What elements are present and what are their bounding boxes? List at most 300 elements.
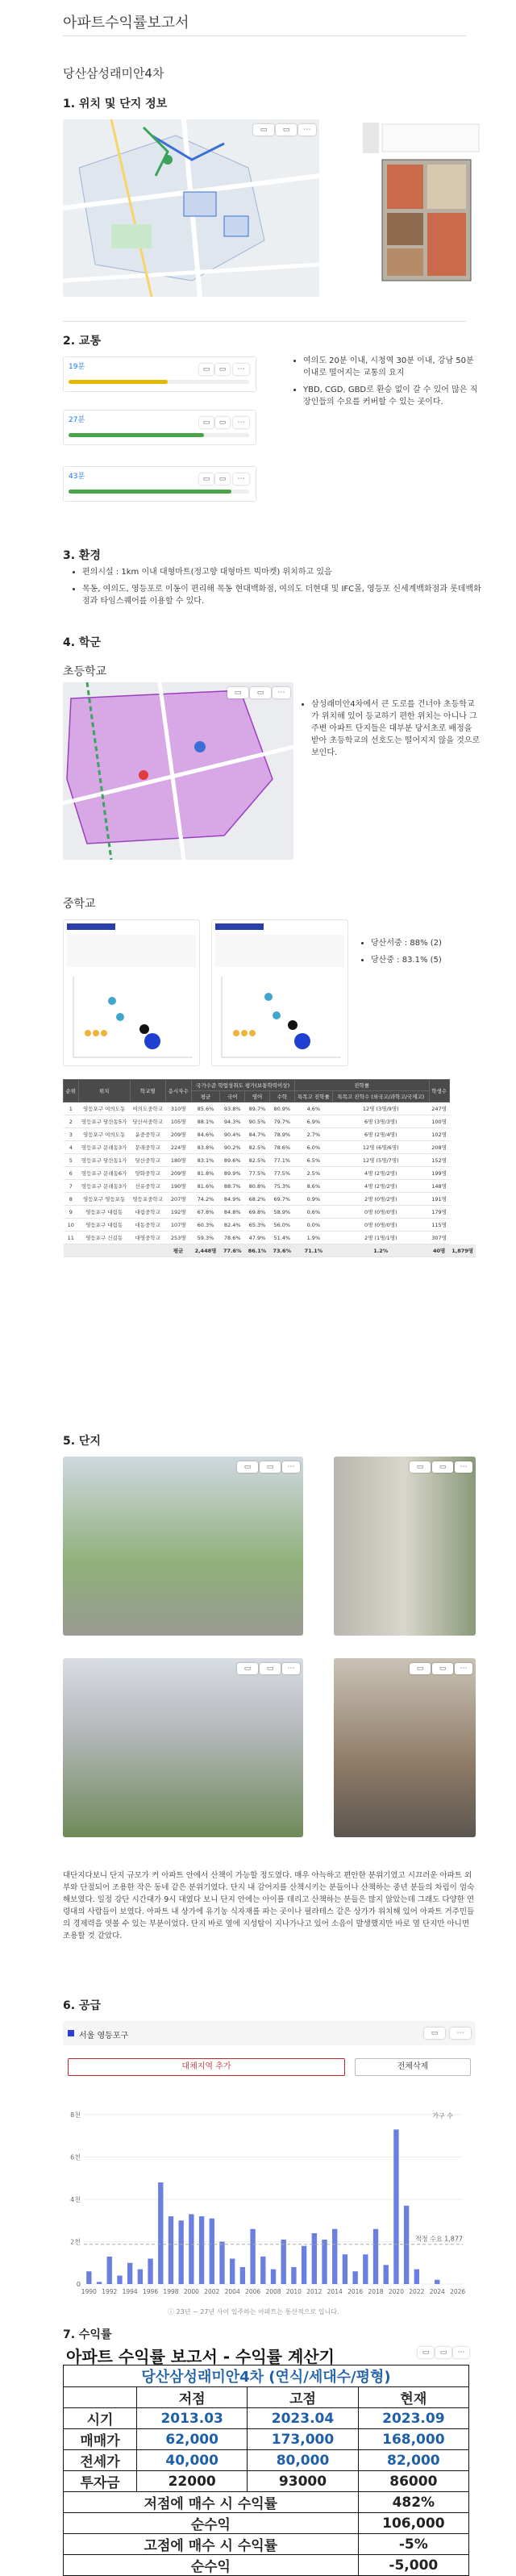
table-cell: 양화중학교 [130,1167,165,1180]
more-icon[interactable]: ⋯ [233,417,249,428]
supply-bar [127,2263,132,2284]
complex-photo-1[interactable] [63,1457,303,1636]
table-cell: 6.5% [294,1154,332,1167]
floorplan-image[interactable] [358,119,484,289]
supply-bar [414,2270,419,2284]
traffic-bar-track [69,490,249,494]
table-cell: 82.5% [245,1141,270,1154]
table-row [64,1180,476,1193]
x-tick-label: 2020 [388,2288,404,2295]
x-tick-label: 2000 [183,2288,199,2295]
table-cell: 69.7% [269,1193,294,1206]
table-cell: 80.8% [245,1180,270,1193]
table-cell: 여의도중학교 [130,1103,165,1115]
table-total-row [64,1244,476,1257]
roi-col-header: 고점 [248,2387,358,2408]
roi-summary-value: 106,000 [358,2513,468,2534]
roi-table [63,2365,469,2576]
roi-subtitle: 당산삼성래미안4차 (연식/세대수/평형) [64,2366,469,2387]
table-cell: 190명 [165,1180,191,1193]
x-tick-label: 2004 [224,2288,240,2295]
environment-notes [69,566,482,612]
middle-bullet: • 당산중 : 83.1% (5) [371,954,484,966]
table-cell: 6.9% [294,1115,332,1128]
roi-cell: 2013.03 [137,2408,248,2429]
roi-cell: 173,000 [248,2429,358,2450]
table-cell: 191명 [429,1193,449,1206]
table-cell: 77.5% [245,1167,270,1180]
col-header: 학생수 [429,1080,449,1103]
table-cell: 224명 [165,1141,191,1154]
photo-button[interactable]: ▭ [410,1663,431,1674]
table-cell: 4.6% [294,1103,332,1115]
supply-bar [281,2240,286,2284]
photo-button[interactable]: ▭ [237,1461,258,1473]
map-share-button[interactable]: ▭ [276,124,297,135]
supply-bar [352,2271,357,2284]
table-cell: 12명 (6명/6명) [333,1141,429,1154]
roi-summary-label: 저점에 매수 시 수익률 [64,2492,359,2513]
table-cell: 선유중학교 [130,1180,165,1193]
table-cell: 영등포구 당산동5가 [78,1115,130,1128]
table-cell: 93.8% [220,1103,245,1115]
section-complex-heading: 5. 단지 [63,1435,101,1448]
complex-photo-3[interactable] [63,1658,303,1837]
table-cell: 84.7% [245,1128,270,1141]
supply-bar [86,2271,91,2284]
card-button[interactable]: ▭ [215,473,230,485]
photo-more-icon[interactable]: ⋯ [282,1663,300,1674]
map-toolbar-button[interactable]: ▭ [253,124,274,135]
school-map-graphic [63,682,293,860]
supply-bar [189,2214,194,2284]
x-tick-label: 2026 [450,2288,466,2295]
elementary-map[interactable] [63,682,293,860]
table-cell: 56.0% [269,1219,294,1232]
table-cell: 8.6% [294,1180,332,1193]
total-cell: 1.2% [333,1244,429,1257]
x-tick-label: 2018 [368,2288,384,2295]
table-cell: 당산서중학교 [130,1115,165,1128]
table-cell: 89.7% [245,1103,270,1115]
section-school-heading: 4. 학군 [63,636,101,649]
table-cell: 0명 (0명/0명) [333,1219,429,1232]
table-cell: 6명 (2명/4명) [333,1128,429,1141]
supply-bar [138,2270,143,2284]
table-cell: 영등포구 문래동6가 [78,1167,130,1180]
section-supply-heading: 6. 공급 [63,1999,101,2012]
total-cell: 40명 [429,1244,449,1257]
y-tick-label: 0 [76,2281,81,2288]
supply-bar [158,2182,163,2284]
x-tick-label: 1998 [163,2288,179,2295]
table-cell: 9 [64,1206,79,1219]
supply-bar [322,2240,327,2284]
traffic-bullet: • YBD, CGD, GBD로 환승 없이 갈 수 있어 많은 직장인들의 수요를 커버할 수 있는 곳이다. [303,384,484,408]
traffic-bar-fill [69,490,231,494]
col-header: 응시자수 [165,1080,191,1103]
table-row [64,1232,476,1244]
table-cell: 79.7% [269,1115,294,1128]
table-cell: 83.1% [191,1154,220,1167]
add-region-button[interactable]: 대체지역 추가 [68,2058,345,2076]
delete-all-button[interactable]: 전체삭제 [355,2058,471,2076]
table-cell: 67.8% [191,1206,220,1219]
table-cell: 2.7% [294,1128,332,1141]
complex-photo-4[interactable] [334,1658,476,1837]
supply-bar [271,2270,276,2284]
photo-more-icon[interactable]: ⋯ [455,1461,472,1473]
threshold-label: 적정 수요 1,877 [415,2235,463,2243]
x-tick-label: 1996 [143,2288,159,2295]
table-cell: 영등포구 문래동3가 [78,1180,130,1193]
table-cell: 1.9% [294,1232,332,1244]
table-cell: 0.0% [294,1219,332,1232]
table-row [64,1154,476,1167]
roi-col-header: 현재 [358,2387,468,2408]
total-cell: 77.6% [220,1244,245,1257]
table-cell: 90.5% [245,1115,270,1128]
card-button[interactable]: ▭ [215,364,230,375]
total-cell: 71.1% [294,1244,332,1257]
table-cell: 3 [64,1128,79,1141]
photo-more-icon[interactable]: ⋯ [282,1461,300,1473]
supply-bar [332,2229,337,2284]
table-cell: 65.3% [245,1219,270,1232]
traffic-bar-fill [69,433,204,437]
middle-school-card-1[interactable] [63,919,200,1066]
table-cell: 90.4% [220,1128,245,1141]
x-tick-label: 2008 [265,2288,281,2295]
traffic-card-3[interactable] [63,466,256,502]
environment-bullet: • 편의시설 : 1km 이내 대형마트(정고향 대형마트 빅마켓) 위치하고 있음 [82,566,482,578]
photo-button[interactable]: ▭ [237,1663,258,1674]
roi-button[interactable]: ▭ [435,2347,452,2358]
group-header: 국가수준 학업성취도 평가(보통학력이상) [191,1080,294,1091]
table-cell: 84.9% [220,1193,245,1206]
roi-banner-title: 아파트 수익률 보고서 - 수익률 계산기 [66,2347,335,2366]
y-tick-label: 8천 [70,2111,81,2119]
table-cell: 84.6% [191,1128,220,1141]
table-cell: 2명 (0명/2명) [333,1193,429,1206]
roi-row-label: 매매가 [64,2429,137,2450]
photo-button[interactable]: ▭ [432,1663,453,1674]
roi-more-icon[interactable]: ⋯ [453,2347,469,2358]
map-graphic [63,119,319,297]
col-header: 국어 [220,1091,245,1103]
col-header: 수학 [269,1091,294,1103]
section-environment-heading: 3. 환경 [63,549,101,562]
supply-bar [384,2265,389,2284]
table-cell: 2.5% [294,1167,332,1180]
environment-bullet: • 목동, 여의도, 영등포로 이동이 편리해 목동 현대백화점, 여의도 더현대 및 IFC몰, 영등포 신세계백화점과 롯데백화점과 타임스퀘어를 이용할 수 있다. [82,583,482,607]
supply-bar [199,2216,204,2284]
photo-button[interactable]: ▭ [432,1461,453,1473]
region-more-icon[interactable]: ⋯ [450,2028,471,2039]
table-cell: 78.6% [220,1232,245,1244]
roi-row-label: 전세가 [64,2450,137,2471]
table-cell: 199명 [429,1167,449,1180]
table-cell: 대영중학교 [130,1232,165,1244]
roi-cell: 80,000 [248,2450,358,2471]
region-toggle-button[interactable]: ▭ [424,2028,445,2039]
supply-bar [435,2280,439,2284]
map-more-icon[interactable]: ⋯ [273,687,290,698]
traffic-bar-fill [69,380,168,384]
col-header: 순위 [64,1080,79,1103]
middle-school-chart-graphic [64,920,199,1065]
middle-bullet: • 당산서중 : 88% (2) [371,937,484,949]
table-cell: 4명 (2명/2명) [333,1180,429,1193]
table-cell: 0.6% [294,1206,332,1219]
map-more-icon[interactable]: ⋯ [298,124,316,135]
table-cell: 51.4% [269,1232,294,1244]
table-cell: 문래중학교 [130,1141,165,1154]
table-cell: 영등포구 문래동3가 [78,1141,130,1154]
elementary-bullet: • 삼성래미안4차에서 큰 도로를 건너야 초등학교가 위치해 있어 등교하기 편한 위치는 아니나 그 주변 아파트 단지들은 대부분 당서초로 배정을 받아 초등학교의 선호도는 떨어지지 않을 것으로 보인다. [311,698,482,759]
roi-button[interactable]: ▭ [418,2347,434,2358]
photo-button[interactable]: ▭ [410,1461,431,1473]
traffic-card-1[interactable] [63,356,256,392]
y-tick-label: 4천 [70,2196,81,2203]
table-cell: 247명 [429,1103,449,1115]
traffic-time: 43분 [69,473,85,481]
photo-button[interactable]: ▭ [260,1663,281,1674]
supply-bar [260,2257,265,2284]
roi-banner [63,2342,469,2366]
x-tick-label: 2014 [327,2288,343,2295]
map-toolbar-button[interactable]: ▭ [227,687,248,698]
x-tick-label: 2024 [429,2288,445,2295]
photo-button[interactable]: ▭ [260,1461,281,1473]
table-cell: 영등포구 대림동 [78,1219,130,1232]
table-cell: 6.0% [294,1141,332,1154]
x-tick-label: 1992 [102,2288,118,2295]
section-location-heading: 1. 위치 및 단지 정보 [63,98,168,110]
traffic-time: 19분 [69,363,85,371]
more-icon[interactable]: ⋯ [233,364,249,375]
table-cell: 2 [64,1115,79,1128]
supply-bar [230,2259,235,2285]
middle-school-card-2[interactable] [211,919,348,1066]
x-tick-label: 2006 [245,2288,261,2295]
table-cell: 253명 [165,1232,191,1244]
supply-bar [393,2129,398,2284]
supply-bar [97,2282,102,2284]
table-cell: 78.9% [269,1128,294,1141]
school-table-body [64,1103,476,1244]
x-tick-label: 2002 [204,2288,220,2295]
roi-summary-value: -5% [358,2534,468,2555]
table-cell: 89.6% [220,1154,245,1167]
table-cell: 209명 [165,1167,191,1180]
roi-summary-label: 순수익 [64,2513,359,2534]
roi-cell: 2023.04 [248,2408,358,2429]
table-cell: 82.5% [245,1154,270,1167]
table-cell: 영등포구 여의도동 [78,1128,130,1141]
x-tick-label: 2022 [409,2288,425,2295]
table-cell: 207명 [165,1193,191,1206]
table-cell: 80.9% [269,1103,294,1115]
table-cell: 4 [64,1141,79,1154]
roi-cell: 22000 [137,2471,248,2492]
table-cell: 82.4% [220,1219,245,1232]
table-cell: 208명 [429,1141,449,1154]
table-cell: 58.9% [269,1206,294,1219]
table-cell: 102명 [429,1128,449,1141]
col-header: 특목고 진학수 (외국고/과학고/국제고) [333,1091,429,1103]
col-header: 평균 [191,1091,220,1103]
table-cell: 77.5% [269,1167,294,1180]
supply-bar [250,2229,255,2284]
roi-cell: 93000 [248,2471,358,2492]
elementary-notes [298,698,482,764]
table-cell: 47.9% [245,1232,270,1244]
traffic-bullet: • 여의도 20분 이내, 시청역 30분 이내, 강남 50분 이내로 떨어지는 교통의 요지 [303,355,484,379]
table-cell: 대림중학교 [130,1206,165,1219]
supply-bar [302,2246,306,2284]
supply-bar [148,2259,152,2285]
section-traffic-heading: 2. 교통 [63,335,101,348]
table-cell: 88.7% [220,1180,245,1193]
middle-notes [358,937,484,971]
school-table [63,1079,476,1257]
table-cell: 192명 [165,1206,191,1219]
table-cell: 60.3% [191,1219,220,1232]
total-cell: 1,879명 [449,1244,476,1257]
supply-bar [291,2267,296,2284]
roi-cell: 40,000 [137,2450,248,2471]
table-row [64,1115,476,1128]
chart-legend: 가구 수 [432,2112,453,2120]
traffic-notes [290,355,484,413]
x-tick-label: 1994 [122,2288,138,2295]
table-cell: 영등포중학교 [130,1193,165,1206]
school-table-wrap [63,1079,476,1257]
table-cell: 107명 [165,1219,191,1232]
chart-footnote: ⓘ 23년 ~ 27년 사이 입주하는 아파트는 통산적으로 입니다. [168,2308,339,2315]
divider [63,321,466,322]
table-cell: 5 [64,1154,79,1167]
table-cell: 영등포구 신길동 [78,1232,130,1244]
table-cell: 100명 [429,1115,449,1128]
table-cell: 180명 [165,1154,191,1167]
supply-bar [117,2276,122,2285]
roi-table-wrap [63,2365,469,2576]
table-cell: 대동중학교 [130,1219,165,1232]
x-tick-label: 2010 [285,2288,302,2295]
complex-photo-2[interactable] [334,1457,476,1636]
traffic-bar-track [69,380,249,384]
x-tick-label: 1990 [81,2288,97,2295]
table-row [64,1219,476,1232]
roi-row-label: 시기 [64,2408,137,2429]
table-cell: 영등포구 당산동1가 [78,1154,130,1167]
table-cell: 148명 [429,1180,449,1193]
total-cell: 73.6% [269,1244,294,1257]
y-tick-label: 2천 [70,2238,81,2246]
roi-cell: 168,000 [358,2429,468,2450]
table-cell: 7 [64,1180,79,1193]
table-cell: 74.2% [191,1193,220,1206]
table-cell: 0.9% [294,1193,332,1206]
table-cell: 12명 (5명/7명) [333,1154,429,1167]
table-cell: 0명 (0명/0명) [333,1206,429,1219]
table-cell: 영등포구 영등포동 [78,1193,130,1206]
more-icon[interactable]: ⋯ [233,473,249,485]
photo-more-icon[interactable]: ⋯ [455,1663,472,1674]
supply-bar [343,2254,347,2284]
col-header: 영어 [245,1091,270,1103]
table-cell: 89.9% [220,1167,245,1180]
roi-row-label: 투자금 [64,2471,137,2492]
col-header: 위치 [78,1080,130,1103]
roi-cell: 62,000 [137,2429,248,2450]
traffic-card-2[interactable] [63,410,256,445]
card-button[interactable]: ▭ [199,417,214,428]
table-row [64,1128,476,1141]
complex-paragraph: 대단지다보니 단지 규모가 커 아파트 안에서 산책이 가능할 정도였다. 매우 아늑하고 편안한 분위기였고 시끄러운 아파트 외부와 단절되어 조용한 작은 동네 같은 분위기였다. 단지 내 감어지를 산책시키는 분들이나 산책하는 중년 분들의 차림이 엄숙해보였다. 일정 강단 시간대가 9시 대였다 보니 단지 안에는 아이를 데리고 산책하는 분들은 많지 않았는데 그래도 다양한 연령대의 사람들이 보였다. 아파트 내 상가에 유기농 식자재를 파는 곳이나 필라테스 같은 상가가 위치해 있어 아파트 거주민들의 경제력을 엿볼 수 있는 부분이었다. 단지 바로 옆에 지성탑이 지나가나고 있어 소음이 발생했지만 바로 옆 단지만 아니면 조용할 것 같았다. [63,1871,475,1940]
location-map[interactable] [63,119,319,297]
supply-bar [179,2220,184,2284]
table-cell: 77.1% [269,1154,294,1167]
table-cell: 59.3% [191,1232,220,1244]
roi-summary-value: -5,000 [358,2555,468,2576]
table-row [64,1167,476,1180]
table-cell: 115명 [429,1219,449,1232]
table-cell: 78.6% [269,1141,294,1154]
table-cell: 84.8% [220,1206,245,1219]
table-cell: 영등포구 대림동 [78,1206,130,1219]
table-cell: 1 [64,1103,79,1115]
roi-summary-value: 482% [358,2492,468,2513]
table-cell: 12명 (3명/9명) [333,1103,429,1115]
supply-bar [169,2216,173,2284]
roi-cell: 86000 [358,2471,468,2492]
table-cell: 105명 [165,1115,191,1128]
supply-bar [240,2267,245,2284]
table-cell: 68.2% [245,1193,270,1206]
table-cell: 당산중학교 [130,1154,165,1167]
elementary-heading: 초등학교 [63,665,107,678]
divider [63,35,466,36]
traffic-bar-track [69,433,249,437]
floorplan-graphic [358,119,484,289]
table-cell: 6명 (3명/3명) [333,1115,429,1128]
section-roi-heading: 7. 수익률 [63,2328,112,2341]
roi-summary-label: 고점에 매수 시 수익률 [64,2534,359,2555]
roi-cell: 2023.09 [358,2408,468,2429]
middle-heading: 중학교 [63,898,96,911]
card-button[interactable]: ▭ [199,364,214,375]
region-color-icon [68,2030,74,2036]
supply-bar [210,2219,214,2284]
card-button[interactable]: ▭ [215,417,230,428]
supply-bar [107,2257,112,2284]
x-tick-label: 2016 [347,2288,364,2295]
table-cell: 69.8% [245,1206,270,1219]
y-tick-label: 6천 [70,2153,81,2161]
total-cell: 평균 [165,1244,191,1257]
map-share-button[interactable]: ▭ [250,687,271,698]
total-cell: 86.1% [245,1244,270,1257]
card-button[interactable]: ▭ [199,473,214,485]
table-cell: 81.6% [191,1180,220,1193]
group-header: 진학률 [294,1080,429,1091]
table-cell: 8 [64,1193,79,1206]
total-cell: 2,448명 [191,1244,220,1257]
table-cell: 88.1% [191,1115,220,1128]
